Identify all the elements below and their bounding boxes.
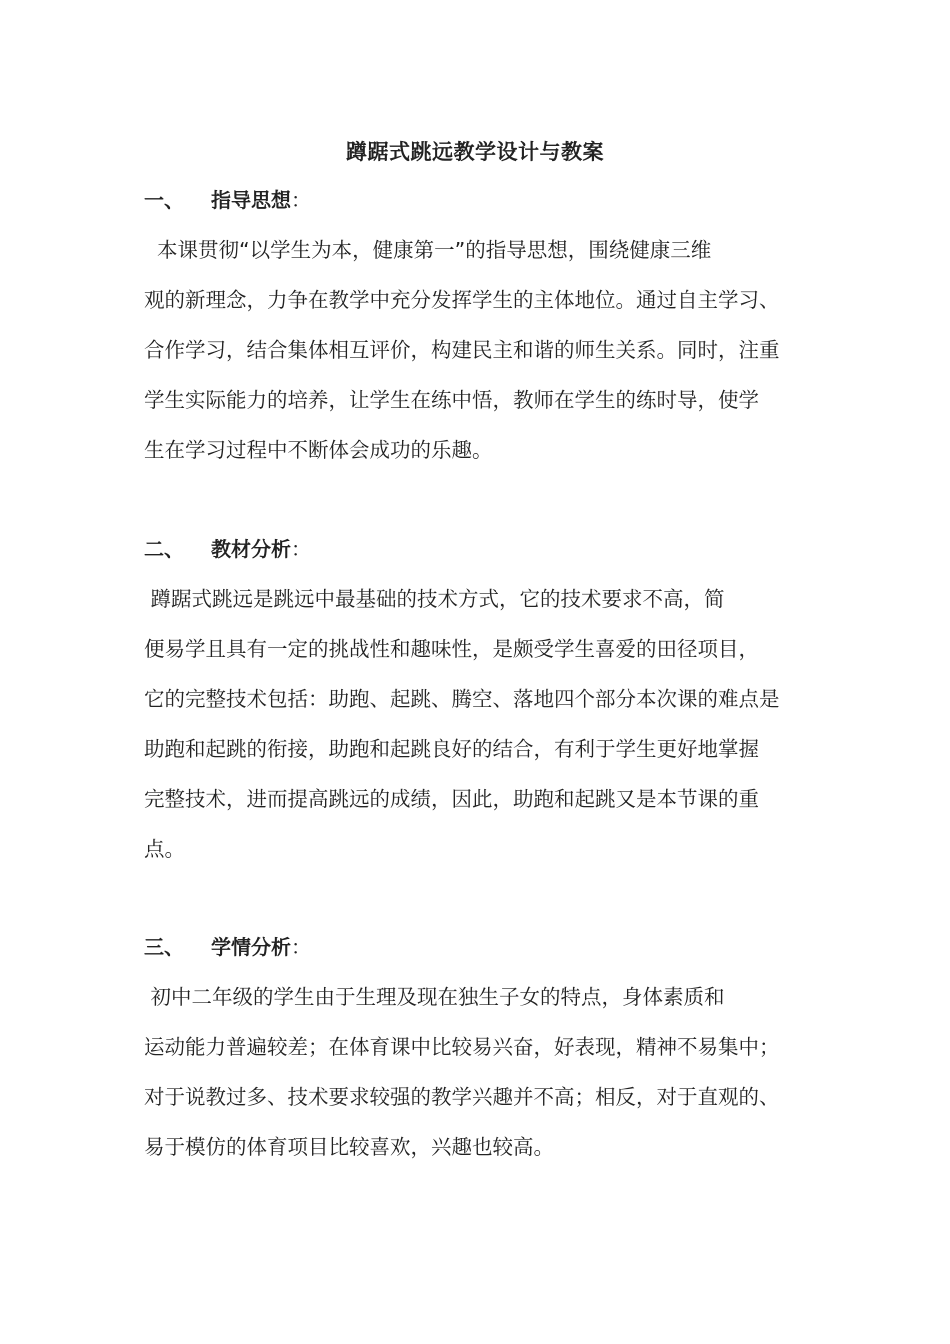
paragraph-line: 蹲踞式跳远是跳远中最基础的技术方式，它的技术要求不高，简 bbox=[144, 587, 725, 611]
section-material-analysis bbox=[144, 524, 810, 874]
paragraph-line: 观的新理念，力争在教学中充分发挥学生的主体地位。通过自主学习、 bbox=[144, 288, 780, 312]
paragraph-line: 对于说教过多、技术要求较强的教学兴趣并不高；相反，对于直观的、 bbox=[144, 1085, 780, 1109]
paragraph-line: 生在学习过程中不断体会成功的乐趣。 bbox=[144, 438, 493, 462]
paragraph-line: 易于模仿的体育项目比较喜欢，兴趣也较高。 bbox=[144, 1135, 554, 1159]
paragraph-line: 合作学习，结合集体相互评价，构建民主和谐的师生关系。同时，注重 bbox=[144, 338, 780, 362]
section-number: 三、 bbox=[144, 935, 184, 959]
paragraph-line: 初中二年级的学生由于生理及现在独生子女的特点，身体素质和 bbox=[144, 985, 725, 1009]
section-heading bbox=[144, 524, 810, 574]
document-title: 蹲踞式跳远教学设计与教案 bbox=[346, 140, 604, 164]
section-heading bbox=[144, 175, 810, 225]
section-colon: ： bbox=[291, 188, 311, 212]
paragraph-line: 助跑和起跳的衔接，助跑和起跳良好的结合，有利于学生更好地掌握 bbox=[144, 737, 759, 761]
section-title: 教材分析 bbox=[211, 537, 291, 561]
paragraph-line: 本课贯彻“以学生为本，健康第一”的指导思想，围绕健康三维 bbox=[144, 238, 712, 262]
section-guiding-ideology bbox=[144, 175, 810, 475]
paragraph-line: 便易学且具有一定的挑战性和趣味性，是颇受学生喜爱的田径项目， bbox=[144, 637, 759, 661]
section-colon: ： bbox=[291, 537, 311, 561]
section-student-analysis bbox=[144, 922, 810, 1172]
section-title: 学情分析 bbox=[211, 935, 291, 959]
paragraph-line: 完整技术，进而提高跳远的成绩，因此，助跑和起跳又是本节课的重 bbox=[144, 787, 759, 811]
paragraph-line: 它的完整技术包括：助跑、起跳、腾空、落地四个部分本次课的难点是 bbox=[144, 687, 780, 711]
section-colon: ： bbox=[291, 935, 311, 959]
paragraph-line: 点。 bbox=[144, 837, 185, 861]
section-number: 二、 bbox=[144, 537, 184, 561]
paragraph-line: 运动能力普遍较差；在体育课中比较易兴奋，好表现，精神不易集中； bbox=[144, 1035, 780, 1059]
section-number: 一、 bbox=[144, 188, 184, 212]
section-heading bbox=[144, 922, 810, 972]
section-title: 指导思想 bbox=[211, 188, 291, 212]
paragraph-line: 学生实际能力的培养，让学生在练中悟，教师在学生的练时导，使学 bbox=[144, 388, 759, 412]
